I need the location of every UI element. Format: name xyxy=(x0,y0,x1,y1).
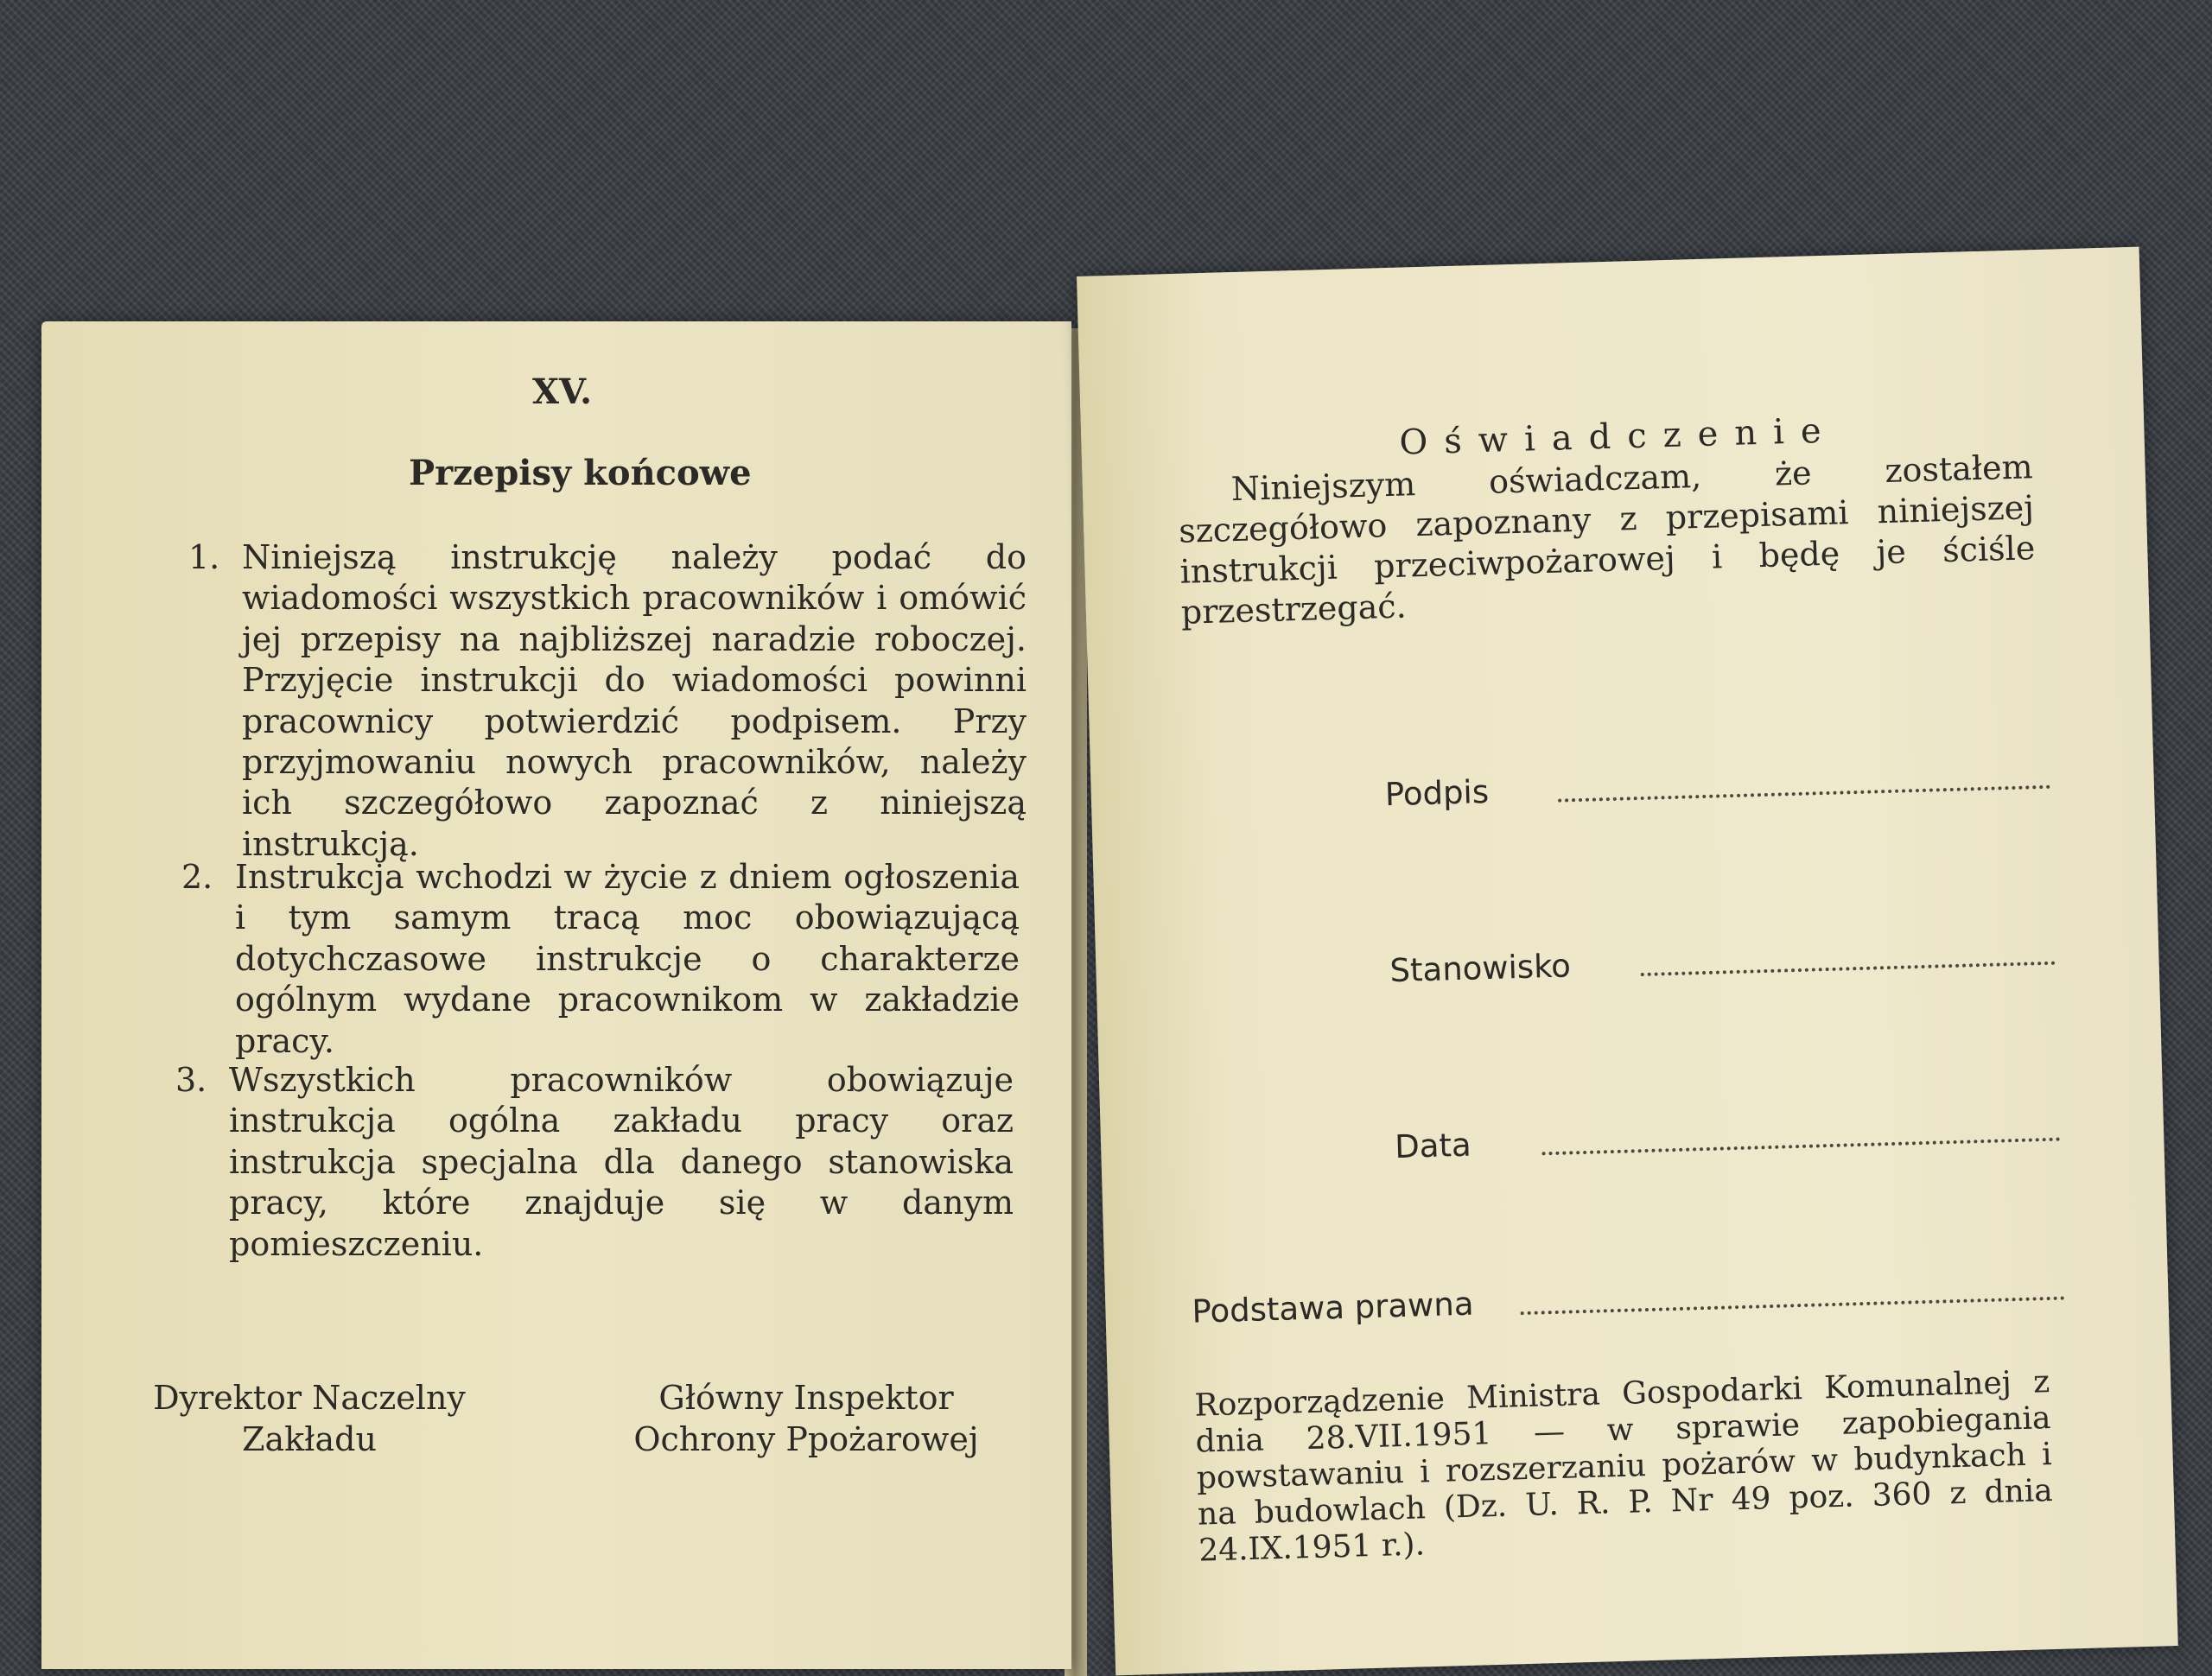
signature-line[interactable] xyxy=(1558,785,2050,803)
declaration-title: Oświadczenie xyxy=(1398,410,1839,463)
item-text: Instrukcja wchodzi w życie z dniem ogłoszenia i tym samym tracą moc obowiązującą dotychczasowe instrukcje o charakterze ogólnym wydane pracownikom w zakładzie pracy. xyxy=(235,858,1020,1060)
section-title: Przepisy końcowe xyxy=(409,453,752,493)
legal-basis-label: Podstawa prawna xyxy=(1191,1285,1475,1330)
signature-inspector xyxy=(577,1377,1035,1460)
signature-inspector-line1: Główny Inspektor xyxy=(658,1379,954,1417)
item-text: Niniejszą instrukcję należy podać do wiadomości wszystkich pracowników i omówić jej przepisy na najbliższej naradzie roboczej. Przyjęcie instrukcji do wiadomości powinni pracownicy potwierdzić podpisem. Przy przyjmowaniu nowych pracowników, należy ich szczegółowo zapoznać z niniejszą instrukcją. xyxy=(242,538,1027,863)
date-line[interactable] xyxy=(1542,1138,2061,1156)
position-label: Stanowisko xyxy=(1389,947,1572,990)
signature-director-line1: Dyrektor Naczelny xyxy=(153,1379,466,1417)
signature-director-line2: Zakładu xyxy=(242,1420,377,1458)
position-line[interactable] xyxy=(1641,962,2056,976)
item-number: 1. xyxy=(188,538,220,576)
item-number: 3. xyxy=(175,1061,207,1099)
signature-inspector-line2: Ochrony Ppożarowej xyxy=(633,1420,979,1458)
item-text: Wszystkich pracowników obowiązuje instrukcja ogólna zakładu pracy oraz instrukcja specjalna dla danego stanowiska pracy, które znajduje się w danym pomieszczeniu. xyxy=(229,1061,1014,1263)
item-number: 2. xyxy=(181,858,213,896)
legal-basis-line[interactable] xyxy=(1521,1297,2065,1316)
right-page xyxy=(1077,247,2178,1676)
left-page xyxy=(41,321,1071,1669)
legal-basis-text: Rozporządzenie Ministra Gospodarki Komunalnej z dnia 28.VII.1951 — w sprawie zapobiegania powstawaniu i rozszerzaniu pożarów w budynkach i na budowlach (Dz. U. R. P. Nr 49 poz. 360 z dnia 24.IX.1951 r.). xyxy=(1193,1364,2054,1569)
declaration-statement: Niniejszym oświadczam, że zostałem szczegółowo zapoznany z przepisami niniejszej instrukcji przeciwpożarowej i będę je ściśle przestrzegać. xyxy=(1178,448,2036,632)
signature-director xyxy=(128,1377,491,1460)
date-label: Data xyxy=(1394,1126,1472,1166)
section-number: XV. xyxy=(532,371,593,412)
signature-label: Podpis xyxy=(1384,772,1490,814)
